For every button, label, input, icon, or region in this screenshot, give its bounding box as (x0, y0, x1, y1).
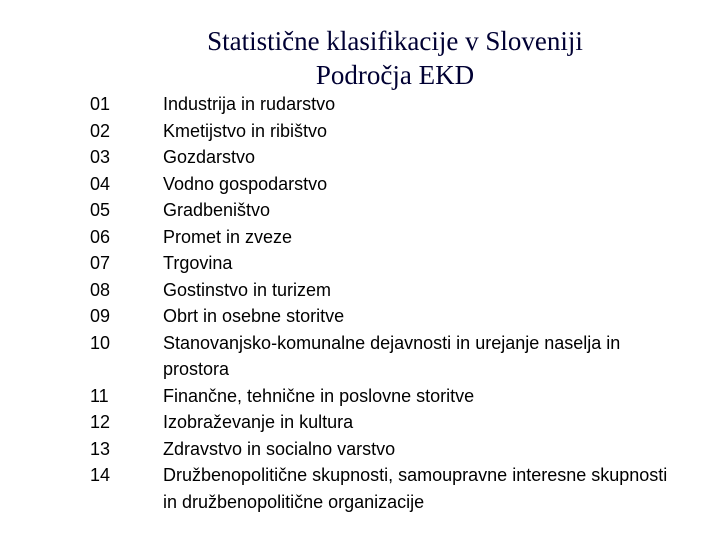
item-code: 13 (90, 438, 111, 459)
title-line-2: Področja EKD (315, 60, 475, 90)
item-label: Kmetijstvo in ribištvo (163, 120, 328, 141)
item-code: 12 (90, 412, 111, 432)
item-code: 11 (90, 385, 109, 406)
title-line-1: Statistične klasifikacije v Sloveniji (207, 26, 583, 56)
item-code: 08 (90, 279, 111, 300)
item-label: Trgovina (163, 253, 233, 273)
item-code: 09 (90, 306, 111, 326)
item-code: 07 (90, 253, 111, 273)
item-code: 02 (90, 120, 111, 141)
item-code: 06 (90, 226, 111, 247)
item-label: Gostinstvo in turizem (163, 279, 332, 300)
item-label: Družbenopolitične skupnosti, samoupravne interesne skupnosti in družbenopolitične organizacije (163, 465, 668, 512)
item-code: 10 (90, 332, 111, 353)
item-code: 04 (90, 173, 111, 194)
item-label: Stanovanjsko-komunalne dejavnosti in urejanje naselja in prostora (163, 332, 621, 379)
item-code: 05 (90, 200, 111, 220)
item-label: Industrija in rudarstvo (163, 94, 336, 114)
item-label: Zdravstvo in socialno varstvo (163, 438, 396, 459)
item-code: 03 (90, 147, 111, 167)
item-code: 01 (90, 94, 111, 114)
item-label: Obrt in osebne storitve (163, 306, 345, 326)
item-code: 14 (90, 465, 111, 485)
item-label: Gozdarstvo (163, 147, 256, 167)
item-label: Finančne, tehnične in poslovne storitve (163, 385, 475, 406)
item-label: Vodno gospodarstvo (163, 173, 328, 194)
item-label: Izobraževanje in kultura (163, 412, 354, 432)
item-label: Promet in zveze (163, 226, 293, 247)
item-label: Gradbeništvo (163, 200, 271, 220)
